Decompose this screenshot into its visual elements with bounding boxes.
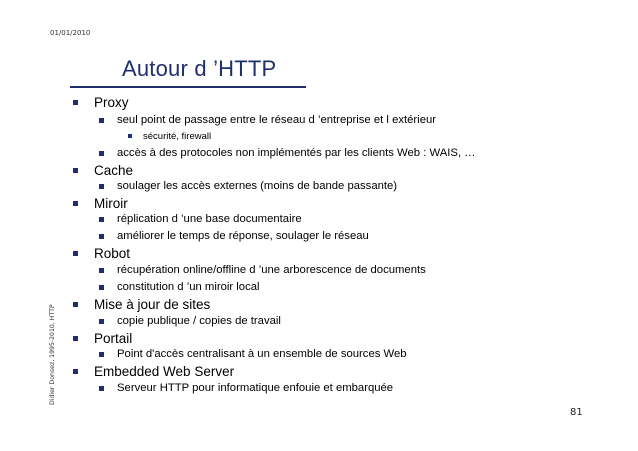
bullet-icon	[73, 100, 78, 105]
list-item-label: Miroir	[94, 196, 128, 211]
list-item-label: Point d'accès centralisant à un ensemble de sources Web	[117, 348, 407, 360]
list-item-cache-1	[117, 180, 397, 192]
list-item-cache	[94, 163, 133, 178]
list-item-label: soulager les accès externes (moins de bande passante)	[117, 180, 398, 192]
slide-title: Autour d ’HTTP	[122, 56, 277, 81]
list-item-label: Robot	[94, 246, 131, 261]
list-item-miroir-1	[117, 213, 302, 225]
bullet-icon	[73, 201, 78, 206]
list-item-mise-a-jour-1	[117, 315, 281, 327]
list-item-label: Serveur HTTP pour informatique enfouie et embarquée	[117, 382, 394, 394]
bullet-icon	[99, 151, 104, 156]
bullet-icon	[73, 302, 78, 307]
slide-date: 01/01/2010	[50, 29, 91, 37]
bullet-icon	[99, 118, 104, 123]
page-number: 81	[570, 407, 583, 418]
bullet-icon	[99, 319, 104, 324]
bullet-icon	[73, 369, 78, 374]
list-item-label: améliorer le temps de réponse, soulager le réseau	[117, 230, 369, 242]
list-item-robot	[94, 246, 130, 261]
list-item-mise-a-jour	[94, 297, 210, 312]
bullet-icon	[99, 234, 104, 239]
list-item-embedded-1	[117, 382, 393, 394]
list-item-label: Embedded Web Server	[94, 364, 235, 379]
list-item-proxy-1	[117, 114, 436, 126]
list-item-robot-2	[117, 281, 260, 293]
list-item-label: constitution d ’un miroir local	[117, 281, 260, 293]
list-item-label: accès à des protocoles non implémentés par les clients Web : WAIS, …	[117, 147, 476, 159]
list-item-label: Cache	[94, 163, 134, 178]
list-item-label: seul point de passage entre le réseau d ’entreprise et l extérieur	[117, 114, 437, 126]
title-underline	[70, 86, 306, 88]
bullet-icon	[99, 184, 104, 189]
list-item-portail-1	[117, 348, 407, 360]
author-side-note: Didier Donsez, 1995-2010, HTTP	[49, 304, 56, 405]
bullet-icon	[99, 352, 104, 357]
list-item-label: récupération online/offline d ’une arborescence de documents	[117, 264, 426, 276]
list-item-proxy	[94, 95, 129, 110]
list-item-label: Mise à jour de sites	[94, 297, 211, 312]
list-item-robot-1	[117, 264, 426, 276]
list-item-miroir	[94, 196, 128, 211]
list-item-proxy-1-1	[143, 131, 211, 142]
list-item-label: sécurité, firewall	[143, 131, 212, 142]
list-item-label: réplication d ’une base documentaire	[117, 213, 302, 225]
list-item-label: copie publique / copies de travail	[117, 315, 281, 327]
list-item-portail	[94, 331, 132, 346]
bullet-icon	[73, 168, 78, 173]
bullet-icon	[73, 251, 78, 256]
list-item-embedded	[94, 364, 234, 379]
list-item-label: Portail	[94, 331, 133, 346]
list-item-proxy-2	[117, 147, 476, 159]
bullet-icon	[99, 268, 104, 273]
bullet-icon	[128, 134, 132, 138]
bullet-icon	[99, 386, 104, 391]
bullet-icon	[99, 285, 104, 290]
list-item-miroir-2	[117, 230, 369, 242]
list-item-label: Proxy	[94, 95, 129, 110]
bullet-icon	[99, 217, 104, 222]
bullet-icon	[73, 336, 78, 341]
